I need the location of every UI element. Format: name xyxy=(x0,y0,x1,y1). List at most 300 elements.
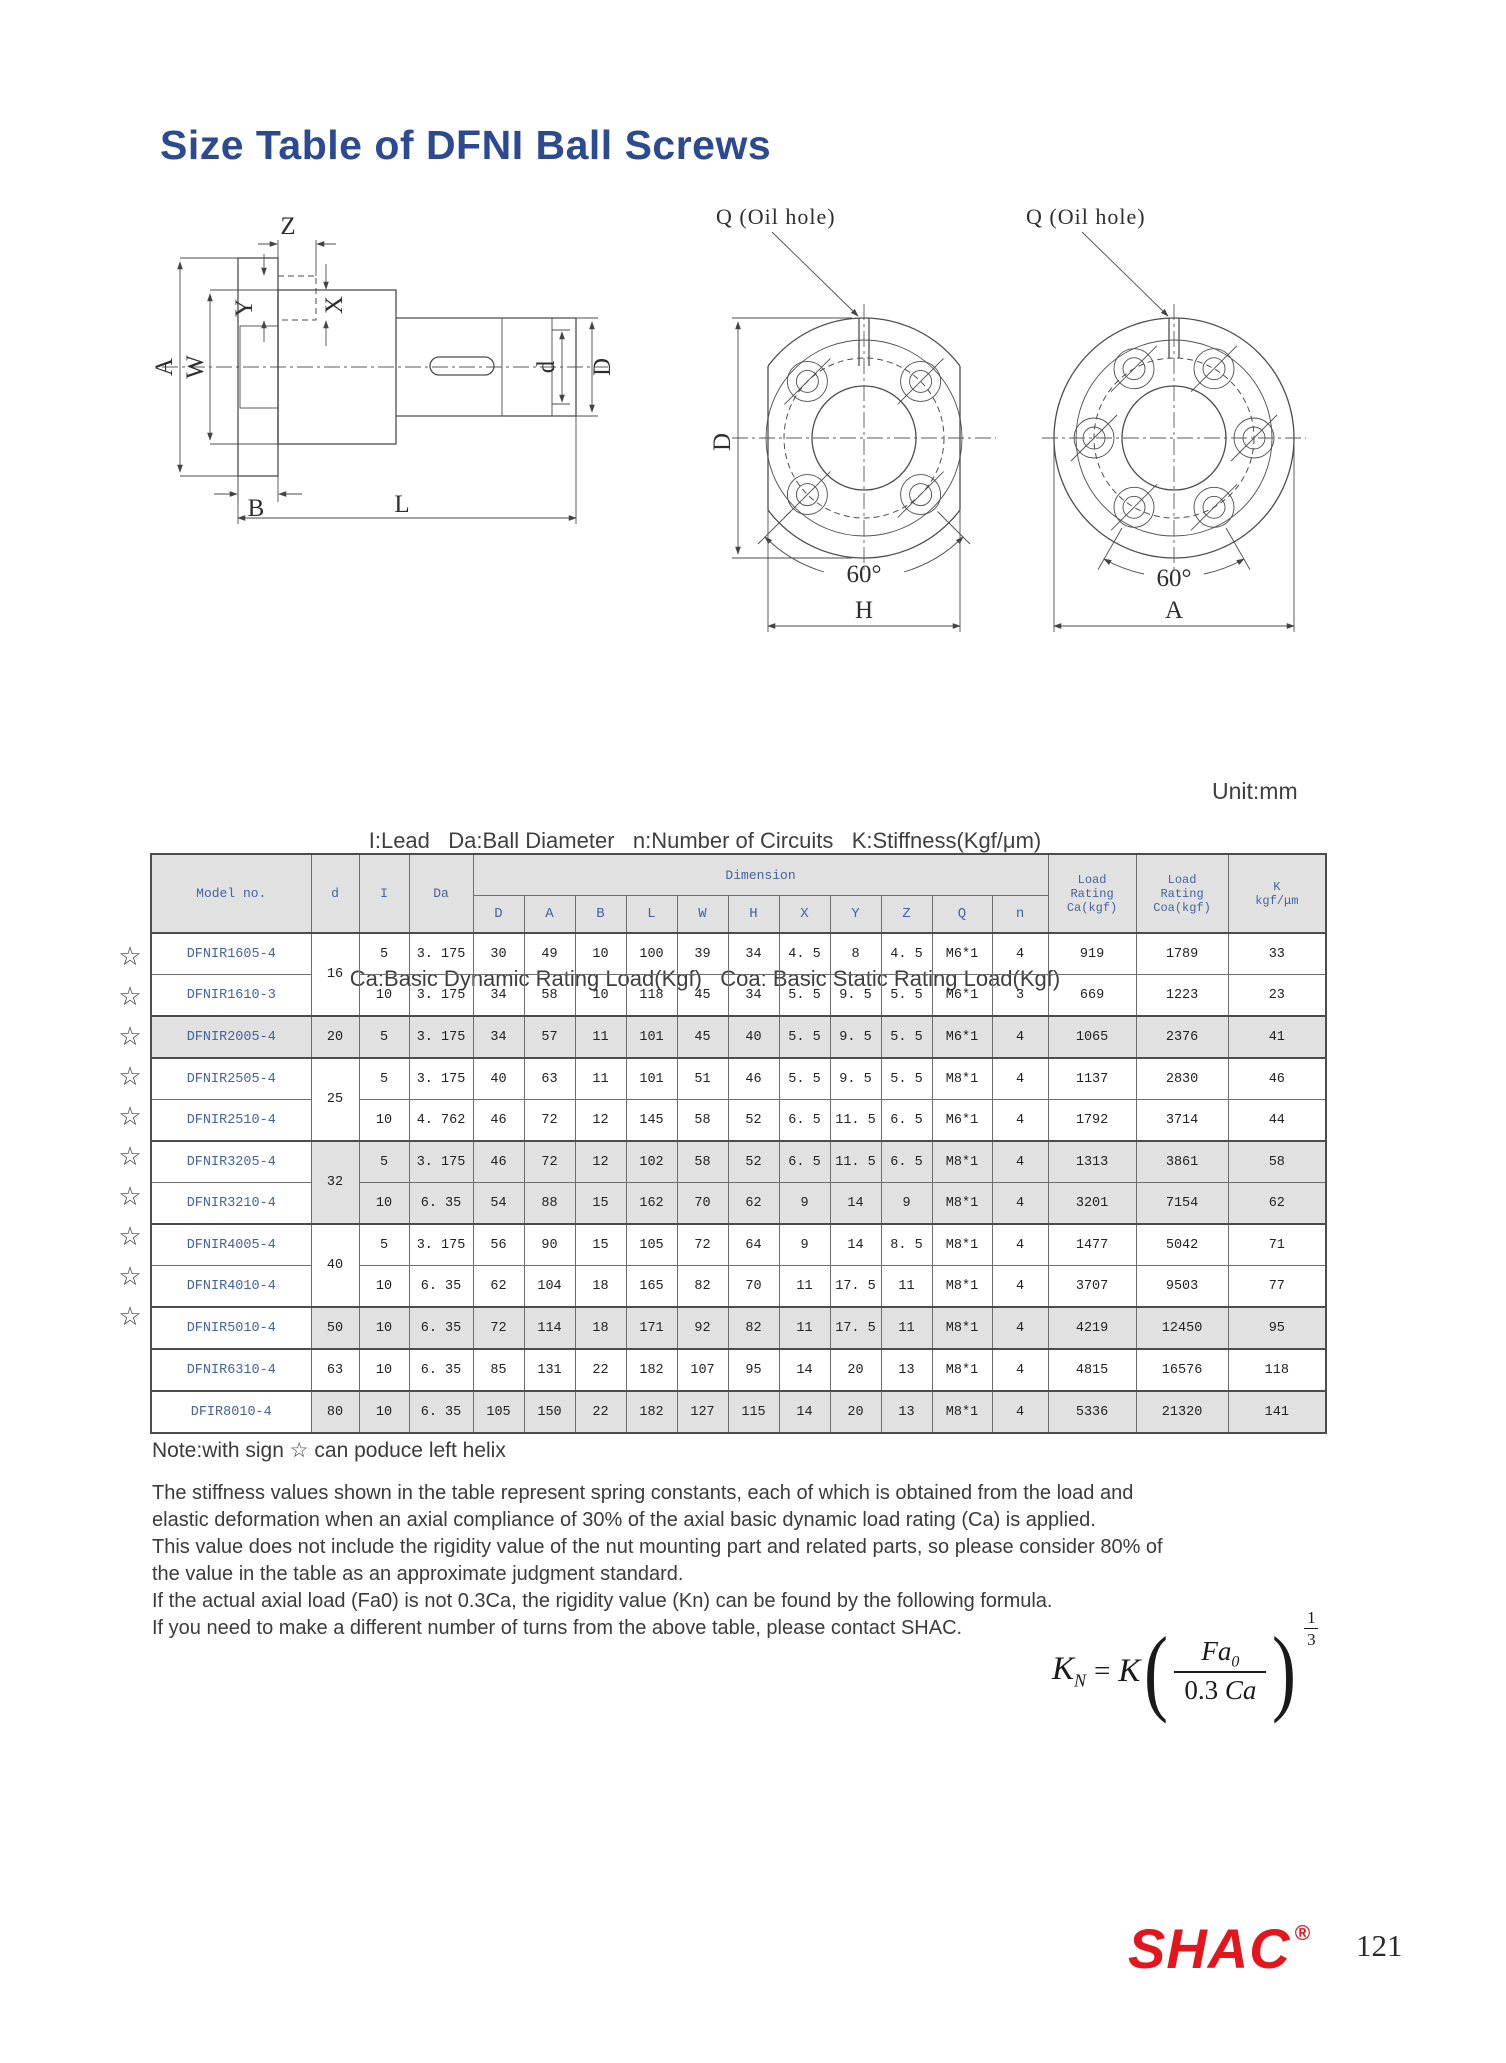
left-helix-star-icon: ☆ xyxy=(118,1262,142,1292)
formula-exponent: 1 3 xyxy=(1304,1608,1318,1650)
dim-cell: 34 xyxy=(728,933,779,975)
left-helix-star-icon: ☆ xyxy=(118,1102,142,1132)
dim-cell: 4. 5 xyxy=(881,933,932,975)
ca-cell: 919 xyxy=(1048,933,1136,975)
dim-cell: M8*1 xyxy=(932,1058,992,1100)
k-cell: 41 xyxy=(1228,1016,1326,1058)
dim-cell: 4 xyxy=(992,1224,1048,1266)
left-helix-star-icon: ☆ xyxy=(118,942,142,972)
dim-cell: 4 xyxy=(992,1266,1048,1308)
coa-cell: 1223 xyxy=(1136,975,1228,1017)
table-row xyxy=(151,1141,1326,1183)
coa-cell: 3861 xyxy=(1136,1141,1228,1183)
dim-label-w: W xyxy=(182,355,209,379)
lead-cell: 10 xyxy=(359,1391,409,1433)
dim-cell: M6*1 xyxy=(932,933,992,975)
formula-coefficient: K xyxy=(1118,1652,1141,1689)
dim-cell: 11 xyxy=(881,1307,932,1349)
lead-cell: 5 xyxy=(359,1016,409,1058)
dim-cell: 14 xyxy=(830,1183,881,1225)
da-cell: 3. 175 xyxy=(409,975,473,1017)
col-header-d: d xyxy=(311,854,359,933)
ca-cell: 5336 xyxy=(1048,1391,1136,1433)
k-cell: 77 xyxy=(1228,1266,1326,1308)
lead-cell: 5 xyxy=(359,933,409,975)
dim-cell: 6. 5 xyxy=(881,1100,932,1142)
k-cell: 118 xyxy=(1228,1349,1326,1391)
da-cell: 3. 175 xyxy=(409,1141,473,1183)
coa-cell: 7154 xyxy=(1136,1183,1228,1225)
col-header-dim-X: X xyxy=(779,896,830,934)
dim-cell: 4 xyxy=(992,1307,1048,1349)
dim-cell: 104 xyxy=(524,1266,575,1308)
dim-cell: 6. 5 xyxy=(881,1141,932,1183)
coa-cell: 1789 xyxy=(1136,933,1228,975)
table-row xyxy=(151,933,1326,975)
model-cell: DFNIR2510-4 xyxy=(151,1100,311,1142)
k-cell: 141 xyxy=(1228,1391,1326,1433)
dim-cell: 22 xyxy=(575,1391,626,1433)
left-helix-star-icon: ☆ xyxy=(118,1062,142,1092)
table-row xyxy=(151,1058,1326,1100)
dim-cell: 182 xyxy=(626,1391,677,1433)
dim-cell: 62 xyxy=(728,1183,779,1225)
dim-cell: 4 xyxy=(992,1058,1048,1100)
registered-mark-icon: ® xyxy=(1294,1922,1311,1945)
ca-cell: 1792 xyxy=(1048,1100,1136,1142)
note-line: This value does not include the rigidity value of the nut mounting part and related parts, so please consider 80% of xyxy=(152,1536,1163,1558)
dim-cell: 5. 5 xyxy=(881,1058,932,1100)
ca-cell: 3201 xyxy=(1048,1183,1136,1225)
ca-cell: 1477 xyxy=(1048,1224,1136,1266)
dim-cell: 3 xyxy=(992,975,1048,1017)
model-cell: DFNIR3205-4 xyxy=(151,1141,311,1183)
dim-cell: 101 xyxy=(626,1016,677,1058)
model-cell: DFNIR2005-4 xyxy=(151,1016,311,1058)
model-cell: DFNIR5010-4 xyxy=(151,1307,311,1349)
col-header-model: Model no. xyxy=(151,854,311,933)
dim-cell: 5. 5 xyxy=(779,1058,830,1100)
col-header-dim-Q: Q xyxy=(932,896,992,934)
dim-cell: 8. 5 xyxy=(881,1224,932,1266)
k-cell: 23 xyxy=(1228,975,1326,1017)
d-cell: 20 xyxy=(311,1016,359,1058)
stiffness-note xyxy=(152,1480,1352,1642)
dim-cell: 4. 5 xyxy=(779,933,830,975)
d-cell: 80 xyxy=(311,1391,359,1433)
dim-cell: 9 xyxy=(779,1224,830,1266)
dim-cell: 9. 5 xyxy=(830,1016,881,1058)
da-cell: 6. 35 xyxy=(409,1349,473,1391)
ca-cell: 3707 xyxy=(1048,1266,1136,1308)
fraction-numerator: $Fa_0$ xyxy=(1201,1636,1240,1671)
ca-cell: 1137 xyxy=(1048,1058,1136,1100)
flange-6bolt-geometry xyxy=(1042,304,1306,572)
col-header-dimension: Dimension xyxy=(473,854,1048,896)
k-cell: 44 xyxy=(1228,1100,1326,1142)
dim-cell: 162 xyxy=(626,1183,677,1225)
dim-cell: 10 xyxy=(575,933,626,975)
dim-cell: 30 xyxy=(473,933,524,975)
d-cell: 40 xyxy=(311,1224,359,1307)
dim-cell: 12 xyxy=(575,1100,626,1142)
dim-cell: 18 xyxy=(575,1307,626,1349)
dim-cell: 114 xyxy=(524,1307,575,1349)
dim-cell: 107 xyxy=(677,1349,728,1391)
col-header-load-ca: Load Rating Ca(kgf) xyxy=(1048,854,1136,933)
flange-view-4bolt-drawing xyxy=(709,200,1022,652)
dim-cell: 4 xyxy=(992,1100,1048,1142)
dim-cell: 105 xyxy=(473,1391,524,1433)
dim-cell: M6*1 xyxy=(932,1100,992,1142)
coa-cell: 2830 xyxy=(1136,1058,1228,1100)
coa-cell: 3714 xyxy=(1136,1100,1228,1142)
dim-cell: 11 xyxy=(881,1266,932,1308)
lead-cell: 5 xyxy=(359,1224,409,1266)
coa-cell: 2376 xyxy=(1136,1016,1228,1058)
dim-label-y: Y xyxy=(231,298,258,318)
col-header-k: K kgf/μm xyxy=(1228,854,1326,933)
dim-cell: 6. 5 xyxy=(779,1100,830,1142)
oil-hole-label: Q (Oil hole) xyxy=(716,204,836,229)
d-cell: 25 xyxy=(311,1058,359,1141)
dim-cell: M8*1 xyxy=(932,1391,992,1433)
dim-cell: M8*1 xyxy=(932,1307,992,1349)
col-header-dim-n: n xyxy=(992,896,1048,934)
dim-cell: 4 xyxy=(992,1141,1048,1183)
da-cell: 3. 175 xyxy=(409,1016,473,1058)
lead-cell: 10 xyxy=(359,1183,409,1225)
size-table xyxy=(150,853,1327,1434)
k-cell: 62 xyxy=(1228,1183,1326,1225)
dim-cell: 58 xyxy=(524,975,575,1017)
dim-cell: 171 xyxy=(626,1307,677,1349)
dim-cell: 88 xyxy=(524,1183,575,1225)
star-gutter xyxy=(112,937,148,1417)
col-header-dim-H: H xyxy=(728,896,779,934)
dim-cell: 95 xyxy=(728,1349,779,1391)
model-cell: DFNIR2505-4 xyxy=(151,1058,311,1100)
dim-cell: 11 xyxy=(779,1266,830,1308)
k-cell: 95 xyxy=(1228,1307,1326,1349)
page-title: Size Table of DFNI Ball Screws xyxy=(160,122,772,168)
formula-lhs: $K_N$ xyxy=(1052,1650,1087,1691)
dim-cell: 13 xyxy=(881,1349,932,1391)
da-cell: 3. 175 xyxy=(409,933,473,975)
dim-label-x: X xyxy=(321,295,348,315)
dim-cell: 150 xyxy=(524,1391,575,1433)
dim-cell: 102 xyxy=(626,1141,677,1183)
table-row xyxy=(151,1391,1326,1433)
dim-cell: 118 xyxy=(626,975,677,1017)
model-cell: DFNIR4010-4 xyxy=(151,1266,311,1308)
dim-cell: 131 xyxy=(524,1349,575,1391)
dim-cell: 13 xyxy=(881,1391,932,1433)
k-cell: 71 xyxy=(1228,1224,1326,1266)
flange-view-6bolt-drawing xyxy=(1022,200,1332,652)
dim-label-d: D xyxy=(709,432,736,452)
col-header-da: Da xyxy=(409,854,473,933)
dim-cell: 5. 5 xyxy=(881,975,932,1017)
dim-cell: 82 xyxy=(677,1266,728,1308)
coa-cell: 12450 xyxy=(1136,1307,1228,1349)
dim-cell: 58 xyxy=(677,1100,728,1142)
dim-cell: 9 xyxy=(779,1183,830,1225)
dim-cell: M8*1 xyxy=(932,1266,992,1308)
dim-cell: 54 xyxy=(473,1183,524,1225)
fraction-denominator: 0.3 Ca xyxy=(1184,1675,1257,1706)
dim-cell: 8 xyxy=(830,933,881,975)
dim-cell: 4 xyxy=(992,1349,1048,1391)
dim-cell: M8*1 xyxy=(932,1224,992,1266)
ca-cell: 1065 xyxy=(1048,1016,1136,1058)
equals-sign: = xyxy=(1094,1654,1111,1687)
lead-cell: 5 xyxy=(359,1141,409,1183)
dim-cell: 15 xyxy=(575,1183,626,1225)
ca-cell: 669 xyxy=(1048,975,1136,1017)
k-cell: 46 xyxy=(1228,1058,1326,1100)
k-cell: 58 xyxy=(1228,1141,1326,1183)
dim-cell: 9. 5 xyxy=(830,1058,881,1100)
table-row xyxy=(151,1224,1326,1266)
oil-hole-label: Q (Oil hole) xyxy=(1026,204,1146,229)
dim-cell: 45 xyxy=(677,975,728,1017)
dim-label-z: Z xyxy=(280,213,296,240)
dim-label-d-inner: d xyxy=(533,360,560,374)
dim-cell: M6*1 xyxy=(932,975,992,1017)
dim-cell: 14 xyxy=(779,1391,830,1433)
dim-label-a: A xyxy=(1164,597,1184,624)
ca-cell: 1313 xyxy=(1048,1141,1136,1183)
dim-cell: 165 xyxy=(626,1266,677,1308)
model-cell: DFNIR6310-4 xyxy=(151,1349,311,1391)
col-header-dim-W: W xyxy=(677,896,728,934)
dim-cell: 5. 5 xyxy=(779,1016,830,1058)
left-helix-star-icon: ☆ xyxy=(118,1022,142,1052)
dim-cell: 70 xyxy=(728,1266,779,1308)
dim-cell: 9. 5 xyxy=(830,975,881,1017)
col-header-dim-Z: Z xyxy=(881,896,932,934)
dim-cell: 145 xyxy=(626,1100,677,1142)
dim-cell: 52 xyxy=(728,1141,779,1183)
dim-cell: 64 xyxy=(728,1224,779,1266)
star-note: Note:with sign ☆ can poduce left helix xyxy=(152,1439,506,1462)
dim-cell: 45 xyxy=(677,1016,728,1058)
dim-cell: 182 xyxy=(626,1349,677,1391)
dim-cell: 6. 5 xyxy=(779,1141,830,1183)
model-cell: DFNIR3210-4 xyxy=(151,1183,311,1225)
left-helix-star-icon: ☆ xyxy=(118,1222,142,1252)
dim-cell: 90 xyxy=(524,1224,575,1266)
coa-cell: 16576 xyxy=(1136,1349,1228,1391)
note-line: elastic deformation when an axial compliance of 30% of the axial basic dynamic load rating (Ca) is applied. xyxy=(152,1509,1096,1531)
dim-cell: 100 xyxy=(626,933,677,975)
note-line: If the actual axial load (Fa0) is not 0.3Ca, the rigidity value (Kn) can be found by the following formula. xyxy=(152,1590,1053,1612)
dim-cell: 10 xyxy=(575,975,626,1017)
dim-cell: 14 xyxy=(779,1349,830,1391)
dim-cell: 62 xyxy=(473,1266,524,1308)
dim-cell: 11 xyxy=(779,1307,830,1349)
coa-cell: 21320 xyxy=(1136,1391,1228,1433)
dim-cell: 20 xyxy=(830,1391,881,1433)
page-number: 121 xyxy=(1356,1928,1403,1963)
d-cell: 32 xyxy=(311,1141,359,1224)
dim-cell: M6*1 xyxy=(932,1016,992,1058)
dim-cell: 4 xyxy=(992,1016,1048,1058)
table-header xyxy=(151,854,1326,933)
dim-cell: 46 xyxy=(473,1141,524,1183)
d-cell: 16 xyxy=(311,933,359,1016)
shac-logo xyxy=(1128,1916,1311,1981)
left-helix-star-icon: ☆ xyxy=(118,1302,142,1332)
lead-cell: 10 xyxy=(359,1266,409,1308)
flange-4bolt-geometry xyxy=(732,304,996,572)
da-cell: 3. 175 xyxy=(409,1224,473,1266)
col-header-dim-Y: Y xyxy=(830,896,881,934)
dim-cell: 9 xyxy=(881,1183,932,1225)
da-cell: 6. 35 xyxy=(409,1391,473,1433)
col-header-dim-A: A xyxy=(524,896,575,934)
dim-cell: 49 xyxy=(524,933,575,975)
dim-cell: 46 xyxy=(473,1100,524,1142)
da-cell: 4. 762 xyxy=(409,1100,473,1142)
dim-cell: 12 xyxy=(575,1141,626,1183)
dim-cell: M8*1 xyxy=(932,1141,992,1183)
table-body xyxy=(151,933,1326,1433)
dim-label-a: A xyxy=(151,357,178,377)
dim-cell: 34 xyxy=(728,975,779,1017)
dim-cell: 72 xyxy=(677,1224,728,1266)
table-row xyxy=(151,1349,1326,1391)
dim-cell: 39 xyxy=(677,933,728,975)
d-cell: 63 xyxy=(311,1349,359,1391)
dim-cell: 51 xyxy=(677,1058,728,1100)
stiffness-formula: $K_N$ = K ( $\frac{Fa_0}{0.3 Ca}$ ) 1 3 xyxy=(1052,1636,1318,1706)
lead-cell: 10 xyxy=(359,1307,409,1349)
dim-cell: 22 xyxy=(575,1349,626,1391)
dim-cell: 34 xyxy=(473,975,524,1017)
dim-cell: 115 xyxy=(728,1391,779,1433)
dim-cell: 14 xyxy=(830,1224,881,1266)
dim-label-b: B xyxy=(247,495,265,522)
side-view-dimension-lines xyxy=(180,240,598,524)
da-cell: 6. 35 xyxy=(409,1183,473,1225)
note-line: The stiffness values shown in the table represent spring constants, each of which is obtained from the load and xyxy=(152,1482,1134,1504)
dim-cell: 34 xyxy=(473,1016,524,1058)
legend-line2: Ca:Basic Dynamic Rating Load(Kgf) Coa: Basic Static Rating Load(Kgf) xyxy=(349,966,1061,991)
brand-wordmark: SHAC xyxy=(1128,1917,1291,1980)
dim-cell: 82 xyxy=(728,1307,779,1349)
dim-cell: 11. 5 xyxy=(830,1141,881,1183)
lead-cell: 10 xyxy=(359,1349,409,1391)
da-cell: 6. 35 xyxy=(409,1266,473,1308)
da-cell: 3. 175 xyxy=(409,1058,473,1100)
dim-cell: 4 xyxy=(992,933,1048,975)
note-line: the value in the table as an approximate judgment standard. xyxy=(152,1563,684,1585)
col-header-dim-D: D xyxy=(473,896,524,934)
dim-cell: 57 xyxy=(524,1016,575,1058)
dim-cell: 127 xyxy=(677,1391,728,1433)
dim-cell: 40 xyxy=(728,1016,779,1058)
model-cell: DFNIR1605-4 xyxy=(151,933,311,975)
model-cell: DFIR8010-4 xyxy=(151,1391,311,1433)
lead-cell: 10 xyxy=(359,1100,409,1142)
left-helix-star-icon: ☆ xyxy=(118,1182,142,1212)
dim-cell: 17. 5 xyxy=(830,1266,881,1308)
dim-cell: 101 xyxy=(626,1058,677,1100)
dim-cell: 58 xyxy=(677,1141,728,1183)
dim-cell: 72 xyxy=(524,1100,575,1142)
model-cell: DFNIR4005-4 xyxy=(151,1224,311,1266)
dim-cell: 70 xyxy=(677,1183,728,1225)
dim-cell: 18 xyxy=(575,1266,626,1308)
dim-cell: 5. 5 xyxy=(779,975,830,1017)
da-cell: 6. 35 xyxy=(409,1307,473,1349)
size-table-wrap xyxy=(150,853,1327,1434)
lead-cell: 5 xyxy=(359,1058,409,1100)
k-cell: 33 xyxy=(1228,933,1326,975)
side-view-drawing xyxy=(151,206,616,534)
ca-cell: 4815 xyxy=(1048,1349,1136,1391)
dim-cell: M8*1 xyxy=(932,1183,992,1225)
dim-cell: 11 xyxy=(575,1016,626,1058)
d-cell: 50 xyxy=(311,1307,359,1349)
dim-cell: 15 xyxy=(575,1224,626,1266)
dim-cell: 5. 5 xyxy=(881,1016,932,1058)
dim-cell: 72 xyxy=(524,1141,575,1183)
left-helix-star-icon: ☆ xyxy=(118,1142,142,1172)
dim-cell: 56 xyxy=(473,1224,524,1266)
unit-label: Unit:mm xyxy=(1212,778,1298,804)
coa-cell: 5042 xyxy=(1136,1224,1228,1266)
note-line: If you need to make a different number of turns from the above table, please contact SHAC. xyxy=(152,1617,963,1639)
dim-cell: 20 xyxy=(830,1349,881,1391)
dim-cell: 4 xyxy=(992,1183,1048,1225)
left-helix-star-icon: ☆ xyxy=(118,982,142,1012)
col-header-lead: I xyxy=(359,854,409,933)
table-row xyxy=(151,1307,1326,1349)
ca-cell: 4219 xyxy=(1048,1307,1136,1349)
col-header-dim-L: L xyxy=(626,896,677,934)
dim-label-l: L xyxy=(394,491,410,518)
angle-label: 60° xyxy=(1156,565,1192,592)
coa-cell: 9503 xyxy=(1136,1266,1228,1308)
lead-cell: 10 xyxy=(359,975,409,1017)
angle-label: 60° xyxy=(846,561,882,588)
legend-line1: I:Lead Da:Ball Diameter n:Number of Circuits K:Stiffness(Kgf/μm) xyxy=(368,828,1042,853)
col-header-load-coa: Load Rating Coa(kgf) xyxy=(1136,854,1228,933)
dim-cell: 72 xyxy=(473,1307,524,1349)
dim-cell: 52 xyxy=(728,1100,779,1142)
dim-cell: M8*1 xyxy=(932,1349,992,1391)
model-cell: DFNIR1610-3 xyxy=(151,975,311,1017)
dim-cell: 17. 5 xyxy=(830,1307,881,1349)
dim-cell: 4 xyxy=(992,1391,1048,1433)
dim-cell: 11. 5 xyxy=(830,1100,881,1142)
formula-fraction xyxy=(1174,1636,1266,1706)
table-row xyxy=(151,1016,1326,1058)
dim-cell: 40 xyxy=(473,1058,524,1100)
dim-cell: 85 xyxy=(473,1349,524,1391)
dim-cell: 63 xyxy=(524,1058,575,1100)
dim-label-d-outer: D xyxy=(589,357,616,377)
dim-cell: 46 xyxy=(728,1058,779,1100)
dim-label-h: H xyxy=(854,597,874,624)
dim-cell: 105 xyxy=(626,1224,677,1266)
dim-cell: 11 xyxy=(575,1058,626,1100)
dim-cell: 92 xyxy=(677,1307,728,1349)
col-header-dim-B: B xyxy=(575,896,626,934)
